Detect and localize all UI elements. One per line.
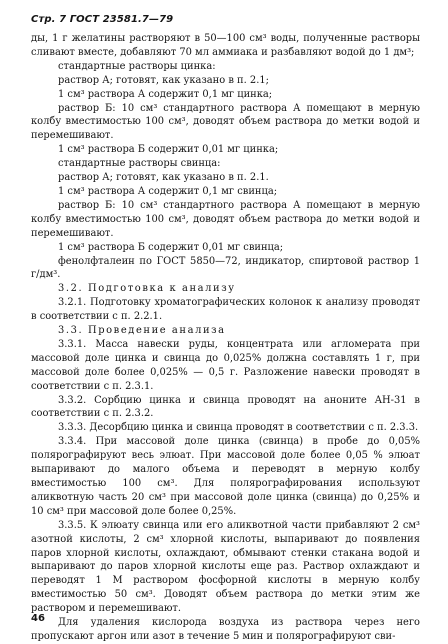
paragraph: 3.3.1. Масса навески руды, концентрата или агломерата при массовой доле цинка и свинца до 0,025% должна составлять 1 г, при массовой доле более 0,025% — 0,5 г. Разложение навески проводят в соответствии с п. 2.3.1. xyxy=(31,338,420,392)
paragraph: 1 см³ раствора Б содержит 0,01 мг свинца; xyxy=(58,241,284,253)
paragraph: раствор Б: 10 см³ стандартного раствора А помещают в мерную колбу вместимостью 100 см³, доводят объем раствора до метки водой и перемешивают. xyxy=(31,102,420,142)
paragraph: раствор Б: 10 см³ стандартного раствора А помещают в мерную колбу вместимостью 100 см³, доводят объем раствора до метки водой и перемешивают. xyxy=(31,199,420,239)
paragraph: 1 см³ раствора А содержит 0,1 мг цинка; xyxy=(58,88,273,100)
paragraph: раствор А; готовят, как указано в п. 2.1. xyxy=(58,172,269,184)
paragraph: 3.3.2. Сорбцию цинка и свинца проводят на аноните АН-31 в соответствии с п. 2.3.2. xyxy=(31,394,420,420)
paragraph: ды, 1 г желатины растворяют в 50—100 см³ воды, полученные растворы сливают вместе, добавляют 70 мл аммиака и разбавляют водой до 1 дм³; xyxy=(31,33,420,58)
page-header: Стр. 7 ГОСТ 23581.7—79 xyxy=(31,14,174,25)
paragraph: стандартные растворы свинца: xyxy=(58,158,221,170)
section-heading: 3.2. Подготовка к анализу xyxy=(58,283,236,295)
paragraph: стандартные растворы цинка: xyxy=(58,60,216,72)
section-heading: 3.3. Проведение анализа xyxy=(58,325,226,337)
paragraph: 3.3.3. Десорбцию цинка и свинца проводят в соответствии с п. 2.3.3. xyxy=(58,422,419,434)
paragraph: 3.3.4. При массовой доле цинка (свинца) в пробе до 0,05% полярографируют весь элюат. При массовой доле более 0,05 % элюат выпаривают до малого объема и переводят в мерную колбу вместимостью 100 см³. Для полярографирования используют аликвотную часть 20 см³ при массовой доле цинка (свинца) до 0,25% и 10 см³ при массовой доле более 0,25%. xyxy=(31,436,420,517)
paragraph: 1 см³ раствора Б содержит 0,01 мг цинка; xyxy=(58,144,279,156)
paragraph: 3.2.1. Подготовку хроматографических колонок к анализу проводят в соответствии с п. 2.2.1. xyxy=(31,297,420,323)
document-body xyxy=(31,32,420,644)
paragraph: 3.3.5. К элюату свинца или его аликвотной части прибавляют 2 см³ азотной кислоты, 2 см³ хлорной кислоты, выпаривают до появления паров хлорной кислоты, охлаждают, обмывают стенки стакана водой и выпаривают до паров хлорной кислоты еще раз. Раствор охлаждают и переводят 1 М раствором фосфорной кислоты в мерную колбу вместимостью 50 см³. Доводят объем раствора до метки этим же раствором и перемешивают. xyxy=(31,519,420,615)
paragraph: 1 см³ раствора А содержит 0,1 мг свинца; xyxy=(58,185,278,197)
paragraph: раствор А; готовят, как указано в п. 2.1; xyxy=(58,74,269,86)
paragraph: Для удаления кислорода воздуха из раствора через него пропускают аргон или азот в течение 5 мин и полярографируют сви- xyxy=(31,617,420,642)
paragraph: фенолфталеин по ГОСТ 5850—72, индикатор, спиртовой раствор 1 г/дм³. xyxy=(31,255,420,281)
page-number: 46 xyxy=(31,613,45,624)
